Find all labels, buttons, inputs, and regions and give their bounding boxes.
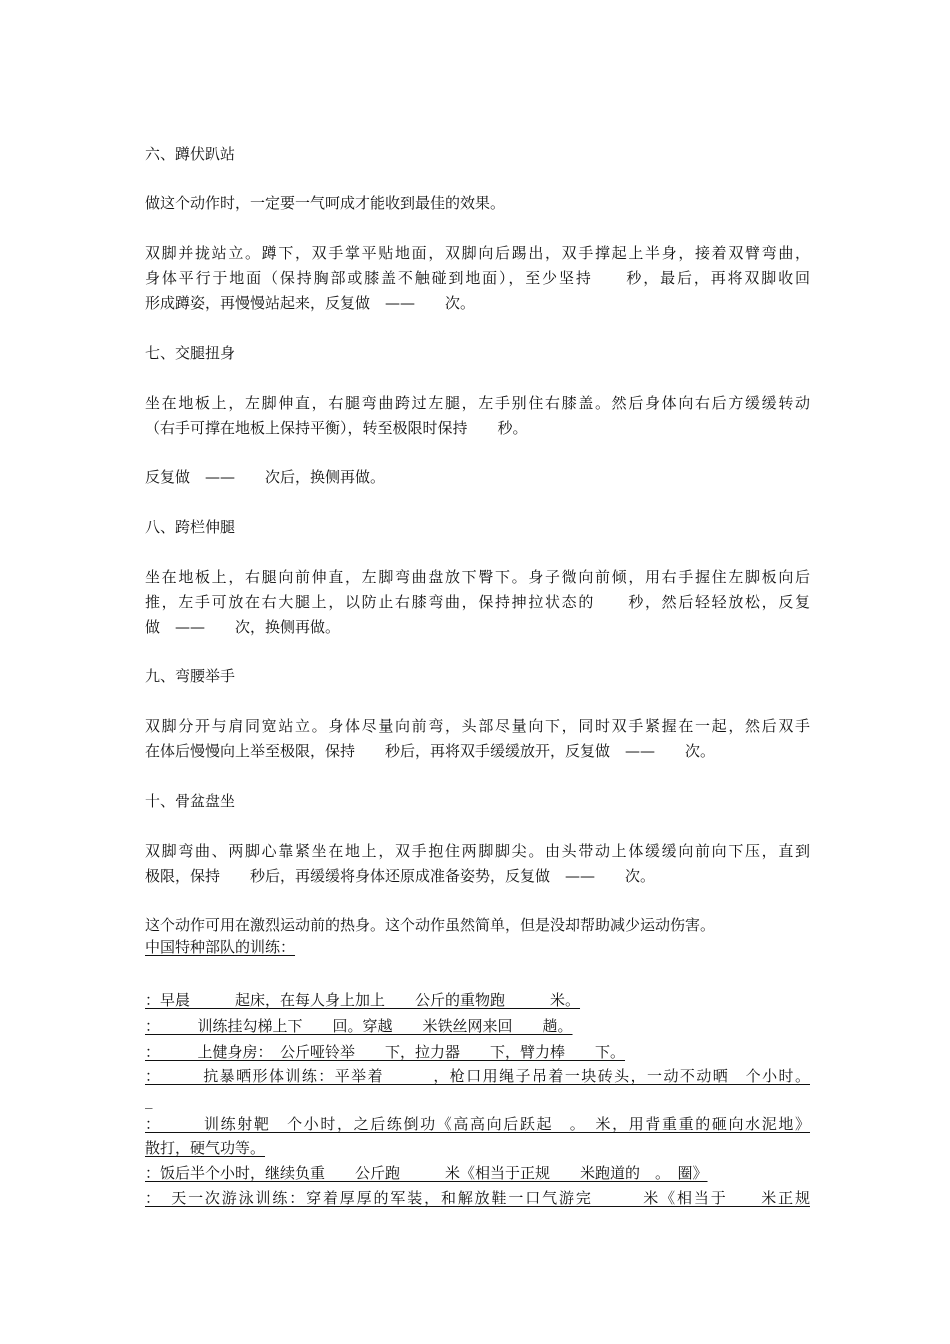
training-line: ： 训练射靶 个小时，之后练倒功《高高向后跃起 。 米，用背重重的砸向水泥地》: [145, 1115, 810, 1133]
training-line: ： 天一次游泳训练：穿着厚厚的军装，和解放鞋一口气游完 米《相当于 米正规: [145, 1189, 810, 1207]
section-8-paragraph-line: 推，左手可放在右大腿上，以防止右膝弯曲，保持抻拉状态的 秒，然后轻轻放松，反复: [145, 593, 810, 611]
section-8-paragraph-line: 坐在地板上，右腿向前伸直，左脚弯曲盘放下臀下。身子微向前倾，用右手握住左脚板向后: [145, 568, 810, 586]
training-line: ： 抗暴晒形体训练：平举着 ，枪口用绳子吊着一块砖头，一动不动晒 个小时。: [145, 1067, 810, 1085]
section-7-heading: 七、交腿扭身: [145, 344, 236, 362]
training-line: 散打，硬气功等。: [145, 1139, 266, 1157]
section-9-heading: 九、弯腰举手: [145, 667, 236, 685]
section-10-paragraph-line: 双脚弯曲、两脚心靠紧坐在地上，双手抱住两脚脚尖。由头带动上体缓缓向前向下压，直到: [145, 842, 810, 860]
section-7-paragraph-line: 坐在地板上，左脚伸直，右腿弯曲跨过左腿，左手别住右膝盖。然后身体向右后方缓缓转动: [145, 394, 810, 412]
training-line: ： 上健身房： 公斤哑铃举 下，拉力器 下，臂力棒 下。: [145, 1043, 626, 1061]
section-6-paragraph-line: 双脚并拢站立。蹲下，双手掌平贴地面，双脚向后踢出，双手撑起上半身，接着双臂弯曲，: [145, 244, 810, 262]
section-7-paragraph-line: （右手可撑在地板上保持平衡），转至极限时保持 秒。: [145, 419, 528, 437]
section-10-paragraph-line: 极限，保持 秒后，再缓缓将身体还原成准备姿势，反复做 —— 次。: [145, 867, 656, 885]
section-9-paragraph-line: 在体后慢慢向上举至极限，保持 秒后，再将双手缓缓放开，反复做 —— 次。: [145, 742, 716, 760]
training-line: ：早晨 起床，在每人身上加上 公斤的重物跑 米。: [145, 991, 581, 1009]
training-title: 中国特种部队的训练：: [145, 938, 296, 956]
section-10-note: 这个动作可用在激烈运动前的热身。这个动作虽然简单，但是没却帮助减少运动伤害。: [145, 916, 716, 934]
section-6-paragraph-line: 形成蹲姿，再慢慢站起来，反复做 —— 次。: [145, 294, 476, 312]
section-9-paragraph-line: 双脚分开与肩同宽站立。身体尽量向前弯，头部尽量向下，同时双手紧握在一起，然后双手: [145, 717, 810, 735]
training-line-underscore: _: [145, 1091, 153, 1109]
training-line: ：饭后半个小时，继续负重 公斤跑 米《相当于正规 米跑道的 。 圈》: [145, 1164, 708, 1182]
section-8-heading: 八、跨栏伸腿: [145, 518, 236, 536]
section-6-intro: 做这个动作时，一定要一气呵成才能收到最佳的效果。: [145, 194, 506, 212]
section-8-paragraph-line: 做 —— 次，换侧再做。: [145, 618, 341, 636]
training-line: ： 训练挂勾梯上下 回。穿越 米铁丝网来回 趟。: [145, 1017, 573, 1035]
section-10-heading: 十、骨盆盘坐: [145, 792, 236, 810]
section-6-heading: 六、蹲伏趴站: [145, 145, 236, 163]
section-6-paragraph-line: 身体平行于地面（保持胸部或膝盖不触碰到地面），至少坚持 秒，最后，再将双脚收回: [145, 269, 810, 287]
section-7-repeat-line: 反复做 —— 次后，换侧再做。: [145, 468, 386, 486]
